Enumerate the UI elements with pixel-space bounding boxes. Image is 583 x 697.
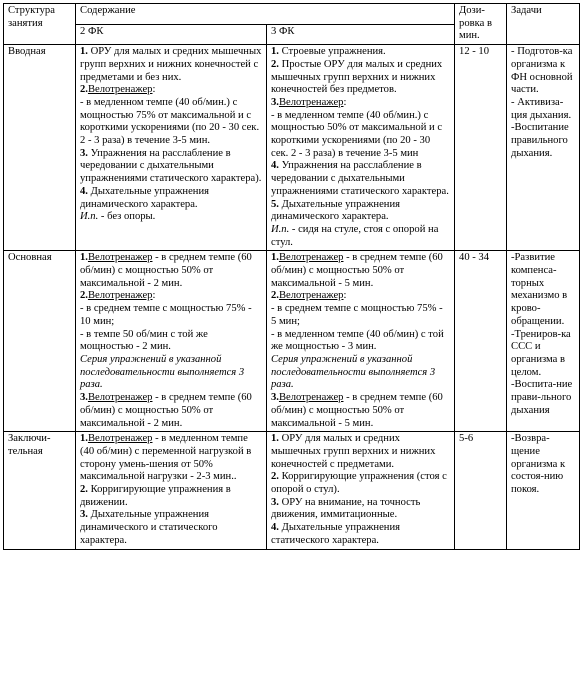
- item-text: Упражнения на расслабление в чередовании с дыхательными упражнениями статического характера.: [271, 160, 449, 197]
- item-number: 1.: [80, 252, 88, 264]
- content-item: [271, 290, 450, 303]
- item-text: ОРУ для малых и средних мышечных групп верхних и нижних конечностей с предметами и без них.: [80, 46, 262, 83]
- content-item: [271, 433, 450, 471]
- item-number: 3.: [271, 496, 279, 508]
- item-text: Дыхательные упражнения статического характера.: [271, 522, 400, 546]
- item-number: 3.: [80, 392, 88, 404]
- content-2fk: [76, 45, 267, 251]
- item-text: Дыхательные упражнения динамического и статического характера.: [80, 509, 218, 546]
- item-text: Корригирующие упражнения (стоя с опорой о стул).: [271, 471, 447, 496]
- task-item: -Развитие компенса-торных механизмо в крово-обращении.: [511, 252, 568, 327]
- item-text: Простые ОРУ для малых и средних мышечных групп верхних и нижних конечностей без предметов.: [271, 58, 443, 96]
- item-number: 2.: [80, 84, 88, 96]
- item-text: - в медленном темпе (40 об/мин) с переменной нагрузкой в сторону умень-шения от 50% максимальной нагрузки - 2-3 мин..: [80, 433, 252, 483]
- item-text: Серия упражнений в указанной последовательности выполняется 3 раза.: [80, 353, 245, 391]
- item-label: Велотренажер: [87, 290, 153, 302]
- item-number: 4.: [80, 185, 88, 197]
- item-text: :: [152, 290, 156, 302]
- content-item: [271, 199, 450, 224]
- item-label: Велотренажер: [87, 84, 153, 96]
- item-number: 1.: [80, 433, 88, 445]
- item-text: - в темпе 50 об/мин с той же мощностью - 2 мин.: [80, 328, 208, 353]
- content-item: [271, 97, 450, 110]
- item-number: 2.: [271, 58, 279, 70]
- content-item: [80, 354, 262, 392]
- content-item: [80, 252, 262, 290]
- item-text: - без опоры.: [98, 211, 156, 223]
- item-number: 1.: [271, 252, 279, 264]
- dose-value: 40 - 34: [455, 251, 507, 432]
- item-text: - в среднем темпе с мощностью 75% - 10 мин;: [80, 303, 252, 327]
- task-item: - Активиза-ция дыхания.: [511, 96, 572, 121]
- content-item: [80, 290, 262, 303]
- item-label: Велотренажер: [278, 96, 344, 108]
- content-3fk: [267, 432, 455, 549]
- content-item: [271, 110, 450, 161]
- content-2fk: [76, 251, 267, 432]
- item-text: - в среднем темпе (60 об/мин) с мощностью 50% от максимальной - 2 мин.: [80, 252, 252, 289]
- table-row: [4, 251, 580, 432]
- item-number: 2.: [80, 290, 88, 302]
- item-number: 3.: [80, 509, 88, 521]
- item-label: Велотренажер: [278, 252, 344, 264]
- item-label: Велотренажер: [87, 392, 153, 404]
- item-number: 4.: [271, 522, 279, 534]
- content-item: [80, 148, 262, 186]
- content-item: [80, 484, 262, 509]
- content-item: [80, 46, 262, 84]
- item-label: Велотренажер: [87, 433, 153, 445]
- content-item: [271, 252, 450, 290]
- exercise-table: [3, 3, 580, 550]
- item-text: - в среднем темпе (60 об/мин) с мощностью 50% от максимальной - 5 мин.: [271, 252, 443, 289]
- item-label: Велотренажер: [278, 392, 344, 404]
- item-text: :: [152, 84, 156, 96]
- item-label: Велотренажер: [278, 290, 344, 302]
- dose-value: 5-6: [455, 432, 507, 549]
- section-name: Вводная: [4, 45, 76, 251]
- item-number: 3.: [80, 147, 88, 159]
- content-item: [80, 329, 262, 354]
- item-text: ОРУ на внимание, на точность движения, иммитационные.: [271, 496, 421, 521]
- content-item: [271, 59, 450, 97]
- header-dose: Дози- ровка в мин.: [455, 4, 507, 45]
- header-structure: Структура занятия: [4, 4, 76, 45]
- item-text: ОРУ для малых и средних мышечных групп верхних и нижних конечностей с предметами.: [271, 433, 436, 470]
- content-item: [271, 303, 450, 328]
- item-number: 2.: [271, 290, 279, 302]
- content-2fk: [76, 432, 267, 549]
- tasks-cell: [507, 432, 580, 549]
- item-number: 3.: [271, 392, 279, 404]
- item-number: 4.: [271, 160, 279, 172]
- content-3fk: [267, 45, 455, 251]
- task-item: -Воспита-ние прави-льного дыхания: [511, 379, 573, 416]
- item-text: Дыхательные упражнения динамического характера.: [271, 198, 400, 223]
- item-number: 3.: [271, 96, 279, 108]
- task-item: -Трениров-ка ССС и организма в целом.: [511, 328, 571, 378]
- content-item: [80, 433, 262, 484]
- content-item: [271, 329, 450, 354]
- task-item: -Воспитание правильного дыхания.: [511, 122, 569, 159]
- content-item: [271, 392, 450, 430]
- item-number: 2.: [271, 471, 279, 483]
- content-item: [271, 46, 450, 59]
- header-tasks: Задачи: [507, 4, 580, 45]
- item-number: 1.: [271, 433, 279, 445]
- content-item: [271, 224, 450, 249]
- item-number: 5.: [271, 198, 279, 210]
- tasks-cell: [507, 45, 580, 251]
- item-text: - в медленном темпе (40 об/мин.) с мощностью 75% от максимальной и с короткими ускорениями (по 20 - 30 сек. 2 - 3 раза) в течение 3-5 мин.: [80, 96, 260, 147]
- item-text: - в медленном темпе (40 об/мин) с той же мощностью - 3 мин.: [271, 328, 444, 353]
- item-text: - сидя на стуле, стоя с опорой на стул.: [271, 223, 439, 248]
- section-name: Основная: [4, 251, 76, 432]
- content-item: [271, 354, 450, 392]
- item-text: :: [343, 290, 347, 302]
- content-item: [80, 211, 262, 224]
- content-item: [80, 186, 262, 211]
- item-prefix: И.п.: [80, 211, 99, 223]
- item-number: 1.: [271, 46, 279, 58]
- header-content: Содержание: [76, 4, 455, 25]
- content-item: [271, 497, 450, 522]
- content-item: [271, 522, 450, 547]
- content-3fk: [267, 251, 455, 432]
- item-text: - в медленном темпе (40 об/мин.) с мощностью 50% от максимальной и с короткими ускорениями (по 20 - 30 сек. 2 - 3 раза) в течение 3-5 мин: [271, 109, 443, 159]
- content-item: [80, 509, 262, 547]
- item-text: :: [343, 96, 347, 108]
- table-row: [4, 432, 580, 549]
- header-3fk: 3 ФК: [267, 24, 455, 45]
- content-item: [80, 84, 262, 97]
- item-text: Корригирующие упражнения в движении.: [80, 484, 231, 508]
- header-2fk: 2 ФК: [76, 24, 267, 45]
- content-item: [80, 303, 262, 328]
- item-text: - в среднем темпе (60 об/мин) с мощностью 50% от максимальной - 5 мин.: [271, 392, 443, 429]
- item-number: 2.: [80, 484, 88, 496]
- item-prefix: И.п.: [271, 223, 290, 235]
- content-item: [271, 160, 450, 198]
- content-item: [80, 392, 262, 430]
- dose-value: 12 - 10: [455, 45, 507, 251]
- section-name: Заключи-тельная: [4, 432, 76, 549]
- item-text: Серия упражнений в указанной последовательности выполняется 3 раза.: [271, 353, 436, 391]
- item-text: Строевые упражнения.: [278, 46, 386, 58]
- item-text: Упражнения на расслабление в чередовании с дыхательными упражнениями статического характера).: [80, 147, 262, 185]
- item-text: Дыхательные упражнения динамического характера.: [80, 185, 209, 210]
- table-row: [4, 45, 580, 251]
- task-item: - Подготов-ка организма к ФН основной части.: [511, 46, 573, 96]
- content-item: [271, 471, 450, 496]
- item-text: - в среднем темпе (60 об/мин) с мощностью 50% от максимальной - 2 мин.: [80, 392, 252, 429]
- content-item: [80, 97, 262, 148]
- tasks-cell: [507, 251, 580, 432]
- item-label: Велотренажер: [87, 252, 153, 264]
- item-text: - в среднем темпе с мощностью 75% - 5 мин;: [271, 303, 443, 327]
- item-number: 1.: [80, 46, 88, 58]
- task-item: -Возвра-щение организма к состоя-нию покоя.: [511, 433, 566, 496]
